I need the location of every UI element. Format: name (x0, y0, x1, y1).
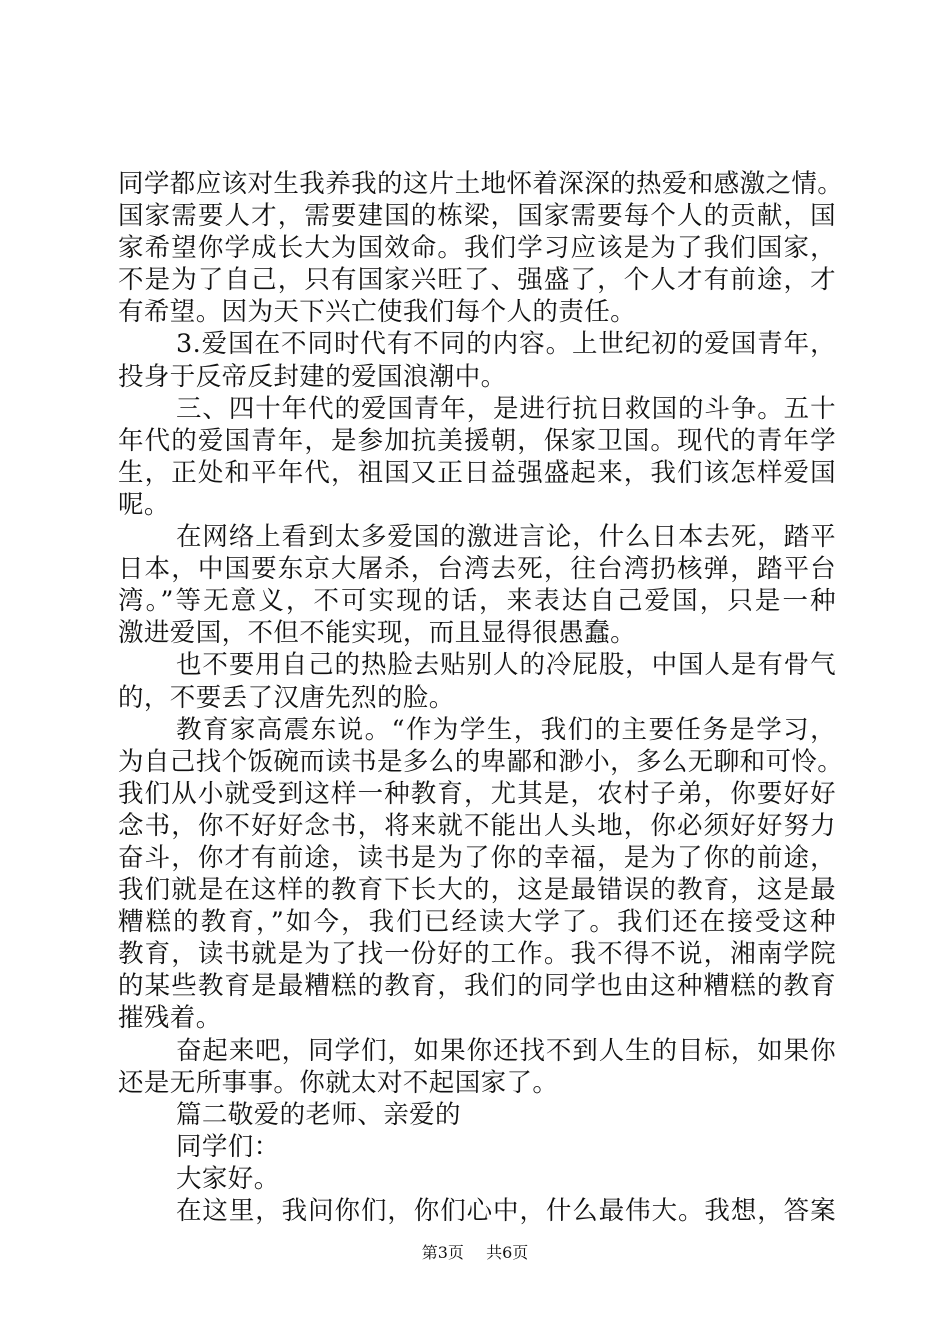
text-line: 奋斗，你才有前途，读书是为了你的幸福，是为了你的前途， (118, 842, 836, 873)
text-line: 摧残着。 (118, 1003, 222, 1034)
text-line: 在网络上看到太多爱国的激进言论，什么日本去死，踏平 (176, 522, 836, 553)
text-line: 在这里，我问你们，你们心中，什么最伟大。我想，答案 (176, 1196, 836, 1226)
text-line: 教育，读书就是为了找一份好的工作。我不得不说，湘南学院 (118, 939, 836, 970)
text-line: 同学都应该对生我养我的这片土地怀着深深的热爱和感激之情。 (118, 169, 844, 199)
page-total: 共6页 (486, 1243, 529, 1262)
text-line: 我们就是在这样的教育下长大的，这是最错误的教育，这是最 (118, 875, 836, 906)
page-footer (0, 1243, 950, 1263)
text-line: 的，不要丢了汉唐先烈的脸。 (118, 682, 455, 713)
text-line: 家希望你学成长大为国效命。我们学习应该是为了我们国家， (118, 233, 836, 264)
text-line: 教育家高震东说。“作为学生，我们的主要任务是学习， (176, 714, 836, 745)
text-line: 投身于反帝反封建的爱国浪潮中。 (118, 361, 507, 392)
text-line: 三、四十年代的爱国青年，是进行抗日救国的斗争。五十 (176, 393, 836, 424)
text-line: 我们从小就受到这样一种教育，尤其是，农村子弟，你要好好 (118, 778, 836, 809)
text-line: 不是为了自己，只有国家兴旺了、强盛了，个人才有前途，才 (118, 265, 836, 296)
page-number: 第3页 (421, 1243, 464, 1262)
text-line: 年代的爱国青年，是参加抗美援朝，保家卫国。现代的青年学 (118, 425, 836, 456)
text-line: 篇二敬爱的老师、亲爱的 (176, 1099, 461, 1130)
text-line: 生，正处和平年代，祖国又正日益强盛起来，我们该怎样爱国 (118, 457, 836, 488)
text-line: 国家需要人才，需要建国的栋梁，国家需要每个人的贡献，国 (118, 201, 836, 232)
text-line: 湾。”等无意义，不可实现的话，来表达自己爱国，只是一种 (118, 586, 836, 617)
text-line: 大家好。 (176, 1163, 280, 1194)
text-line: 念书，你不好好念书，将来就不能出人头地，你必须好好努力 (118, 810, 836, 841)
text-line: 激进爱国，不但不能实现，而且显得很愚蠢。 (118, 618, 637, 649)
text-line: 的某些教育是最糟糕的教育，我们的同学也由这种糟糕的教育 (118, 971, 836, 1002)
text-line: 糟糕的教育，”如今，我们已经读大学了。我们还在接受这种 (118, 907, 836, 938)
body-text (118, 168, 844, 1227)
text-line: 日本，中国要东京大屠杀，台湾去死，往台湾扔核弹，踏平台 (118, 554, 836, 585)
text-line: 同学们： (176, 1131, 280, 1162)
text-line: 还是无所事事。你就太对不起国家了。 (118, 1067, 559, 1098)
text-line: 3.爱国在不同时代有不同的内容。上世纪初的爱国青年， (176, 329, 836, 360)
text-line: 有希望。因为天下兴亡使我们每个人的责任。 (118, 297, 637, 328)
text-line: 也不要用自己的热脸去贴别人的冷屁股，中国人是有骨气 (176, 650, 836, 681)
text-line: 奋起来吧，同学们，如果你还找不到人生的目标，如果你 (176, 1035, 836, 1066)
text-line: 呢。 (118, 489, 170, 520)
text-line: 为自己找个饭碗而读书是多么的卑鄙和渺小，多么无聊和可怜。 (118, 746, 844, 777)
